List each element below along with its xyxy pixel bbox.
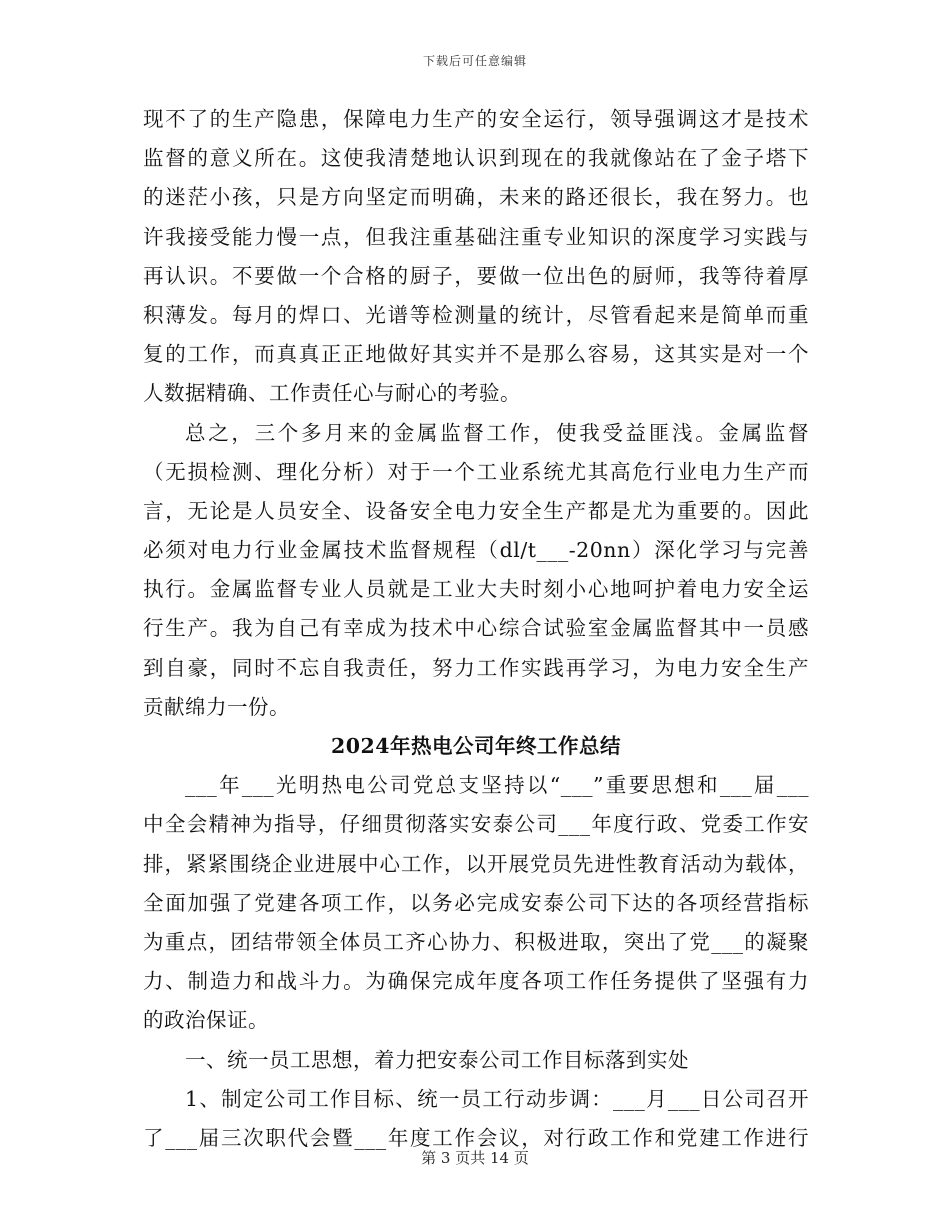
body-line: ___年___光明热电公司党总支坚持以“___”重要思想和___届___ [185, 773, 809, 798]
body-line: 执行。金属监督专业人员就是工业大夫时刻小心地呵护着电力安全运 [143, 577, 809, 602]
body-line: 到自豪，同时不忘自我责任，努力工作实践再学习，为电力安全生产 [143, 655, 809, 680]
body-line: 必须对电力行业金属技术监督规程（dl/t___-20nn）深化学习与完善 [143, 538, 809, 563]
section-heading: 一、统一员工思想，着力把安泰公司工作目标落到实处 [185, 1047, 689, 1072]
body-line: 了___届三次职代会暨___年度工作会议，对行政工作和党建工作进行 [143, 1125, 809, 1150]
body-line: 行生产。我为自己有幸成为技术中心综合试验室金属监督其中一员感 [143, 616, 809, 641]
body-line: 许我接受能力慢一点，但我注重基础注重专业知识的深度学习实践与 [143, 224, 809, 249]
body-line: 贡献绵力一份。 [143, 694, 290, 719]
body-line: 总之，三个多月来的金属监督工作，使我受益匪浅。金属监督 [185, 420, 809, 445]
body-line: 再认识。不要做一个合格的厨子，要做一位出色的厨师，我等待着厚 [143, 263, 809, 288]
page-number: 第 3 页共 14 页 [421, 1149, 529, 1167]
body-line: 积薄发。每月的焊口、光谱等检测量的统计，尽管看起来是简单而重 [143, 302, 809, 327]
body-line: 的政治保证。 [143, 1008, 269, 1033]
body-line: 1、制定公司工作目标、统一员工行动步调：___月___日公司召开 [185, 1086, 809, 1111]
body-line: 的迷茫小孩，只是方向坚定而明确，未来的路还很长，我在努力。也 [143, 185, 809, 210]
page-header: 下载后可任意编辑 [422, 54, 527, 68]
body-line: 言，无论是人员安全、设备安全电力安全生产都是尤为重要的。因此 [143, 498, 809, 523]
body-line: 为重点，团结带领全体员工齐心协力、积极进取，突出了党___的凝聚 [143, 929, 809, 954]
body-line: 复的工作，而真真正正地做好其实并不是那么容易，这其实是对一个 [143, 342, 809, 367]
body-line: 全面加强了党建各项工作，以务必完成安泰公司下达的各项经营指标 [143, 890, 809, 915]
body-line: （无损检测、理化分析）对于一个工业系统尤其高危行业电力生产而 [143, 459, 809, 484]
section-title: 2024年热电公司年终工作总结 [330, 734, 622, 758]
body-line: 中全会精神为指导，仔细贯彻落实安泰公司___年度行政、党委工作安 [143, 812, 809, 837]
body-line: 排，紧紧围绕企业进展中心工作，以开展党员先进性教育活动为载体， [143, 851, 809, 876]
body-line: 监督的意义所在。这使我清楚地认识到现在的我就像站在了金子塔下 [143, 146, 809, 171]
body-line: 现不了的生产隐患，保障电力生产的安全运行，领导强调这才是技术 [143, 107, 809, 131]
document-body [143, 100, 809, 1158]
body-line: 力、制造力和战斗力。为确保完成年度各项工作任务提供了坚强有力 [143, 969, 809, 994]
body-line: 人数据精确、工作责任心与耐心的考验。 [143, 381, 521, 406]
